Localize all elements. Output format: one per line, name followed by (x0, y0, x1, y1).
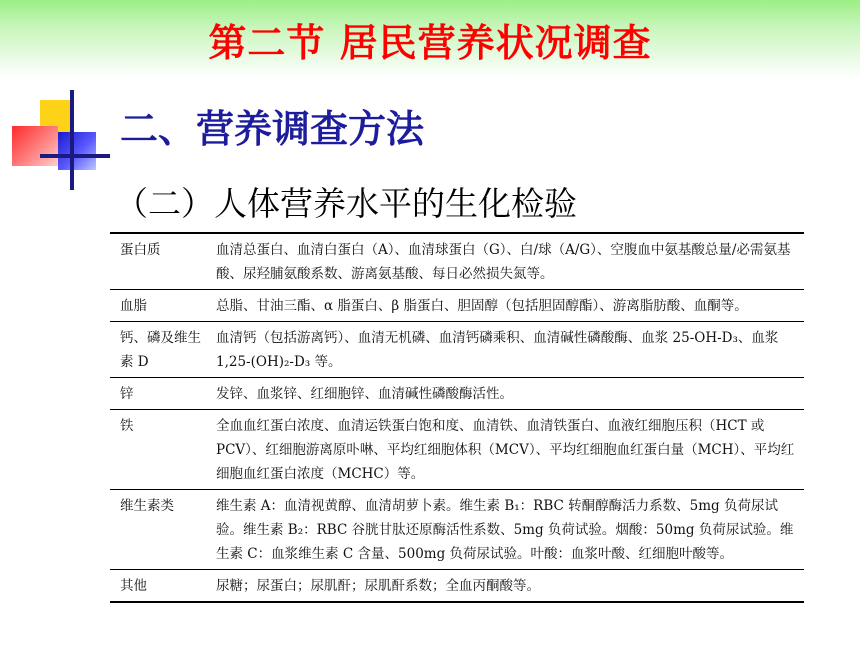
biochemical-tests-table (110, 232, 804, 603)
items-cell: 尿糖；尿蛋白；尿肌酐；尿肌酐系数；全血丙酮酸等。 (216, 578, 540, 594)
category-cell: 钙、磷及维生素 D (110, 322, 208, 378)
table-row (110, 570, 804, 603)
items-cell: 血清总蛋白、血清白蛋白（A）、血清球蛋白（G）、白/球（A/G）、空腹血中氨基酸总量/必需氨基酸、尿羟脯氨酸系数、游离氨基酸、每日必然损失氮等。 (208, 233, 804, 290)
items-cell: 全血血红蛋白浓度、血清运铁蛋白饱和度、血清铁、血清铁蛋白、血液红细胞压积（HCT 或 PCV）、红细胞游离原卟啉、平均红细胞体积（MCV）、平均红细胞血红蛋白量（MCH）、平均红细胞血红蛋白浓度（MCHC）等。 (208, 410, 804, 490)
category-cell: 铁 (110, 410, 208, 490)
table-row (110, 410, 804, 490)
slide-title: 第二节 居民营养状况调查 (208, 21, 652, 65)
category-cell: 血脂 (110, 290, 208, 322)
category-cell: 维生素类 (110, 490, 208, 570)
sub-heading: （二）人体营养水平的生化检验 (115, 184, 577, 223)
items-cell: 维生素 A：血清视黄醇、血清胡萝卜素。维生素 B₁：RBC 转酮醇酶活力系数、5mg 负荷尿试验。维生素 B₂：RBC 谷胱甘肽还原酶活性系数、5mg 负荷试验。烟酸：50mg 负荷尿试验。维生素 C：血浆维生素 C 含量、500mg 负荷尿试验。叶酸：血浆叶酸、红细胞叶酸等。 (208, 490, 804, 570)
category-cell: 蛋白质 (110, 233, 208, 290)
table-row (110, 290, 804, 322)
table-row (110, 233, 804, 290)
table-row (110, 378, 804, 410)
decorative-logo-icon (0, 90, 110, 190)
table-row (110, 322, 804, 378)
category-cell: 其他 (120, 578, 147, 594)
table-row (110, 490, 804, 570)
category-cell: 锌 (110, 378, 208, 410)
items-cell: 血清钙（包括游离钙）、血清无机磷、血清钙磷乘积、血清碱性磷酸酶、血浆 25-OH-D₃、血浆 1,25-(OH)₂-D₃ 等。 (208, 322, 804, 378)
items-cell: 总脂、甘油三酯、α 脂蛋白、β 脂蛋白、胆固醇（包括胆固醇酯）、游离脂肪酸、血酮等。 (208, 290, 804, 322)
section-heading: 二、营养调查方法 (120, 107, 425, 151)
items-cell: 发锌、血浆锌、红细胞锌、血清碱性磷酸酶活性。 (208, 378, 804, 410)
